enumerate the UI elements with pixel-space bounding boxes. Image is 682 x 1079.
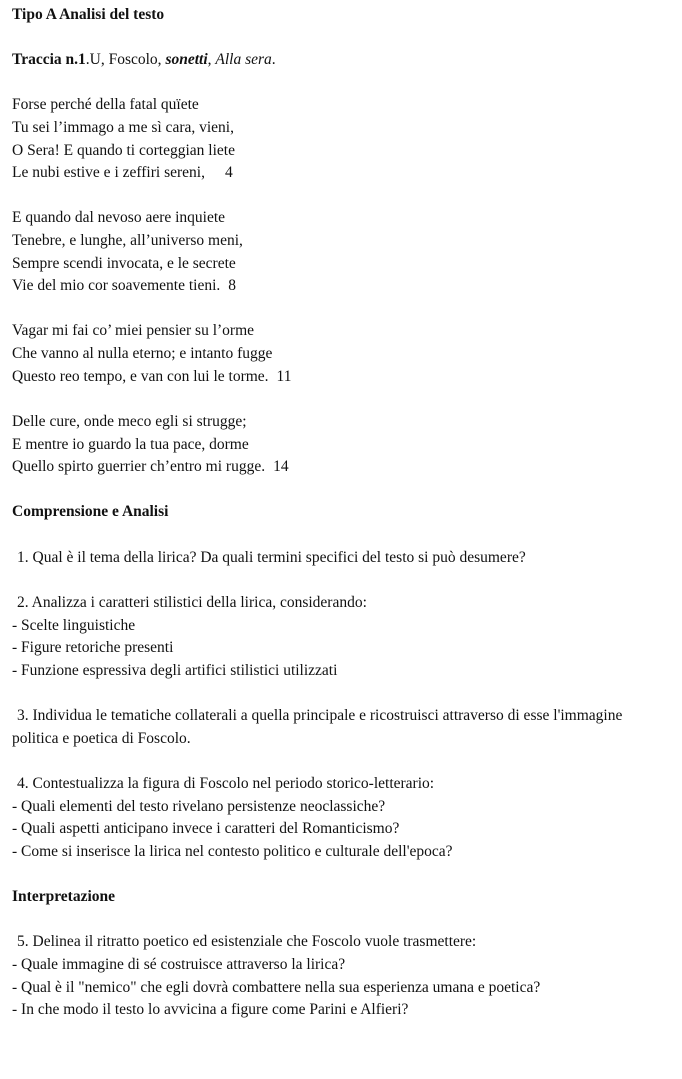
verse-number: 4 — [224, 164, 233, 181]
question-2: 2. Analizza i caratteri stilistici della lirica, considerando: — [17, 594, 367, 611]
traccia-line — [12, 49, 276, 71]
verse-number: 11 — [276, 368, 292, 385]
poem-verse: Le nubi estive e i zeffiri sereni, 4 — [12, 164, 233, 181]
section-heading-comprensione: Comprensione e Analisi — [12, 503, 169, 520]
poem-verse: Sempre scendi invocata, e le secrete — [12, 255, 236, 272]
traccia-author: .U, Foscolo, — [85, 51, 166, 68]
verse-number: 14 — [273, 458, 289, 475]
traccia-work: Alla sera — [215, 51, 272, 68]
poem-verse: Tu sei l’immago a me sì cara, vieni, — [12, 119, 234, 136]
question-4-item: - Quali elementi del testo rivelano persistenze neoclassiche? — [12, 798, 386, 815]
question-1: 1. Qual è il tema della lirica? Da quali termini specifici del testo si può desumere? — [17, 549, 526, 566]
poem-verse: Delle cure, onde meco egli si strugge; — [12, 413, 247, 430]
poem-verse: E quando dal nevoso aere inquiete — [12, 209, 226, 226]
section-heading-interpretazione: Interpretazione — [12, 888, 116, 905]
question-3: 3. Individua le tematiche collaterali a quella principale e ricostruisci attraverso di esse l'immagine — [17, 707, 623, 724]
poem-verse: Vagar mi fai co’ miei pensier su l’orme — [12, 322, 255, 339]
question-4-item: - Quali aspetti anticipano invece i caratteri del Romanticismo? — [12, 820, 400, 837]
question-2-item: - Figure retoriche presenti — [12, 639, 174, 656]
question-2-item: - Funzione espressiva degli artifici stilistici utilizzati — [12, 662, 338, 679]
traccia-sep: , — [207, 51, 216, 68]
traccia-end: . — [271, 51, 276, 68]
question-4: 4. Contestualizza la figura di Foscolo nel periodo storico-letterario: — [17, 775, 435, 792]
question-4-item: - Come si inserisce la lirica nel contesto politico e culturale dell'epoca? — [12, 843, 453, 860]
poem-verse: Questo reo tempo, e van con lui le torme. 11 — [12, 368, 292, 385]
verse-number: 8 — [228, 277, 237, 294]
poem-verse: Quello spirto guerrier ch’entro mi rugge. 14 — [12, 458, 289, 475]
question-5-item: - Quale immagine di sé costruisce attraverso la lirica? — [12, 956, 346, 973]
poem-verse: Tenebre, e lunghe, all’universo meni, — [12, 232, 243, 249]
poem-verse: E mentre io guardo la tua pace, dorme — [12, 436, 249, 453]
question-5-item: - In che modo il testo lo avvicina a figure come Parini e Alfieri? — [12, 1001, 409, 1018]
poem-verse: Vie del mio cor soavemente tieni. 8 — [12, 277, 237, 294]
question-5-item: - Qual è il "nemico" che egli dovrà combattere nella sua esperienza umana e poetica? — [12, 979, 541, 996]
page-title: Tipo A Analisi del testo — [12, 6, 165, 23]
traccia-genre: sonetti — [165, 51, 208, 68]
poem-verse: Forse perché della fatal quïete — [12, 96, 199, 113]
poem-verse: Che vanno al nulla eterno; e intanto fugge — [12, 345, 273, 362]
poem-verse: O Sera! E quando ti corteggian liete — [12, 142, 235, 159]
question-2-item: - Scelte linguistiche — [12, 617, 136, 634]
question-5: 5. Delinea il ritratto poetico ed esistenziale che Foscolo vuole trasmettere: — [17, 933, 477, 950]
question-3-continued: politica e poetica di Foscolo. — [12, 730, 191, 747]
traccia-label: Traccia n.1 — [12, 51, 86, 68]
